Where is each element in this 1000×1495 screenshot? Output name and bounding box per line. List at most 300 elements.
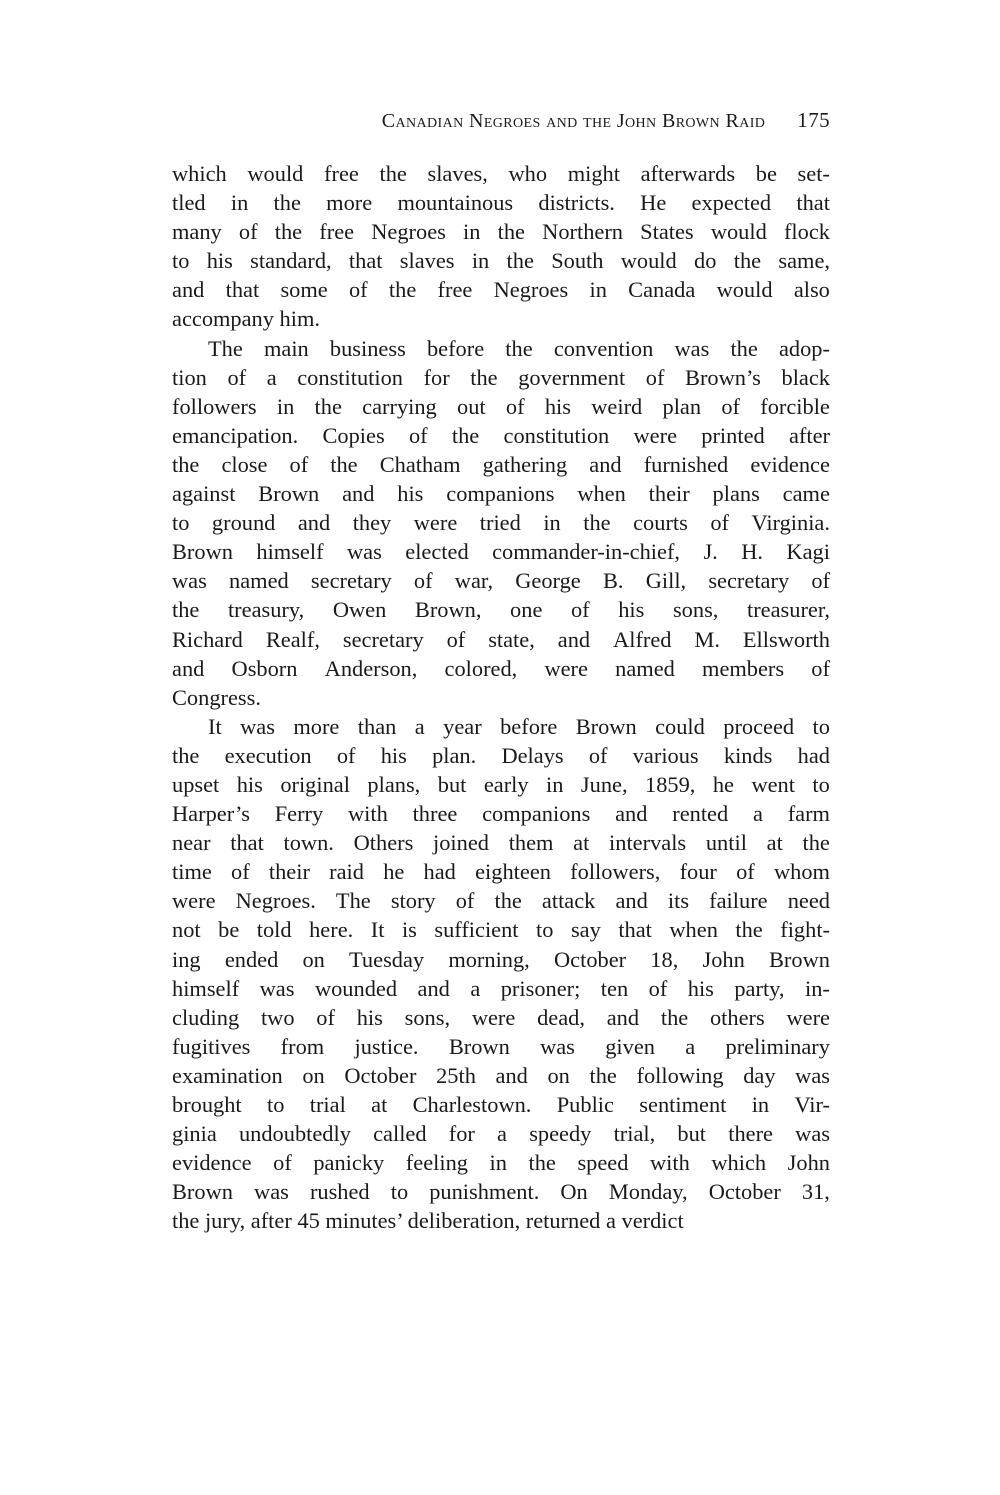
word: of (570, 597, 590, 623)
text-line (172, 1032, 830, 1061)
word: day (743, 1062, 776, 1088)
text-line (172, 450, 830, 479)
word: and (615, 801, 648, 827)
word: with (347, 801, 388, 827)
word: had (797, 742, 830, 768)
word: Monday, (608, 1179, 688, 1205)
word: Brown (258, 481, 320, 507)
text-line: Congress. (172, 684, 261, 710)
word: of (348, 277, 368, 303)
word: time (172, 859, 212, 885)
word: and (417, 975, 450, 1001)
word: gathering (482, 451, 568, 477)
word: had (423, 859, 456, 885)
word: the (735, 917, 763, 943)
word: for (423, 364, 450, 390)
word: his (397, 481, 424, 507)
word: many (172, 219, 222, 245)
word: a (266, 364, 277, 390)
word: on (302, 946, 325, 972)
word: that (230, 830, 264, 856)
word: companions (482, 801, 591, 827)
word: ing (172, 946, 201, 972)
word: undoubtedly (238, 1121, 351, 1147)
word: Brown (575, 713, 637, 739)
word: the (388, 277, 417, 303)
word: is (401, 917, 417, 943)
word: evidence (172, 1150, 252, 1176)
word: more (326, 190, 373, 216)
word: of (273, 1150, 292, 1176)
word: 1859, (645, 771, 696, 797)
paragraph (172, 159, 830, 334)
word: slaves (399, 248, 455, 274)
word: Harper’s (172, 801, 250, 827)
word: party, (734, 975, 785, 1001)
word: a (752, 801, 763, 827)
word: to (812, 713, 830, 739)
word: colored, (444, 655, 518, 681)
text-line (172, 1148, 830, 1177)
word: J. (703, 539, 718, 565)
word: came (782, 481, 830, 507)
word: on (547, 1062, 570, 1088)
word: the (497, 219, 525, 245)
word: near (172, 830, 211, 856)
word: speedy (529, 1121, 592, 1147)
word: members (702, 655, 785, 681)
word: free (437, 277, 473, 303)
word: a (685, 1033, 696, 1059)
word: the (379, 161, 407, 186)
text-line (172, 712, 830, 741)
word: to (172, 248, 190, 274)
word: cluding (172, 1004, 240, 1030)
word: H. (741, 539, 763, 565)
word: sufficient (434, 917, 519, 943)
word: black (781, 364, 830, 390)
word: B. (602, 568, 624, 594)
word: and (606, 1004, 640, 1030)
word: he (383, 859, 405, 885)
word: execution (224, 742, 312, 768)
word: before (426, 335, 485, 361)
word: named (229, 568, 289, 594)
word: original (280, 771, 350, 797)
word: at (573, 830, 590, 856)
text-line: accompany him. (172, 306, 320, 332)
text-line (172, 1177, 830, 1206)
word: in (751, 1092, 770, 1117)
text-line (172, 770, 830, 799)
word: the (274, 219, 303, 245)
word: was (540, 1033, 575, 1059)
word: joined (433, 830, 489, 856)
word: at (371, 1092, 388, 1117)
word: than (357, 713, 397, 739)
word: in- (804, 975, 830, 1001)
word: ground (211, 510, 276, 536)
word: his (687, 975, 714, 1001)
word: States (640, 219, 694, 245)
word: 31, (801, 1179, 830, 1205)
word: Kagi (786, 539, 830, 565)
text-line (172, 537, 830, 566)
word: Owen (332, 597, 387, 623)
word: named (615, 655, 675, 681)
word: Charlestown. (412, 1092, 532, 1117)
word: constitution (503, 422, 610, 448)
text-line (172, 508, 830, 537)
text-line (172, 654, 830, 683)
word: their (268, 859, 310, 885)
word: the (528, 1150, 556, 1176)
word: Copies (322, 422, 385, 448)
word: were (471, 1004, 516, 1030)
word: in (463, 219, 481, 245)
word: brought (172, 1092, 242, 1117)
word: against (172, 481, 236, 507)
word: justice. (354, 1033, 419, 1059)
word: its (667, 888, 690, 914)
word: be (755, 161, 777, 186)
word: that (348, 248, 383, 274)
text-line (172, 334, 830, 363)
word: close (221, 451, 268, 477)
word: Anderson, (324, 655, 418, 681)
word: until (705, 830, 747, 856)
word: when (577, 481, 626, 507)
word: of (238, 219, 258, 245)
word: in (543, 510, 561, 536)
word: The (208, 335, 243, 361)
word: 18, (650, 946, 679, 972)
word: expected (691, 190, 772, 216)
word: forcible (760, 393, 830, 419)
body-text (172, 159, 830, 1235)
word: ended (224, 946, 279, 972)
text-line (172, 945, 830, 974)
word: failure (709, 888, 768, 914)
text-line (172, 886, 830, 915)
word: need (787, 888, 830, 914)
text-line (172, 1061, 830, 1090)
word: feeling (405, 1150, 468, 1176)
word: Realf, (265, 626, 320, 652)
text-line (172, 828, 830, 857)
word: and (589, 451, 622, 477)
word: also (793, 277, 830, 303)
word: that (618, 917, 652, 943)
word: Public (556, 1092, 614, 1117)
word: South (551, 248, 604, 274)
word: furnished (643, 451, 729, 477)
word: two (260, 1004, 295, 1030)
word: they (352, 510, 392, 536)
word: and (615, 888, 648, 914)
word: districts. (538, 190, 615, 216)
word: Ellsworth (742, 626, 830, 652)
word: went (751, 771, 795, 797)
word: was (254, 1179, 289, 1205)
word: October (344, 1062, 417, 1088)
word: morning, (448, 946, 530, 972)
word: of (413, 568, 433, 594)
word: M. (694, 626, 720, 652)
word: emancipation. (172, 422, 299, 448)
word: the (172, 742, 200, 768)
word: four (679, 859, 717, 885)
word: John (787, 1150, 830, 1176)
word: the (730, 335, 758, 361)
word: was (795, 1062, 830, 1088)
word: the (589, 1062, 617, 1088)
word: the (273, 190, 301, 216)
word: war, (454, 568, 494, 594)
word: three (412, 801, 458, 827)
word: It (208, 713, 222, 739)
word: of (455, 888, 475, 914)
word: more (293, 713, 340, 739)
text-line: the jury, after 45 minutes’ deliberation, returned a verdict (172, 1208, 684, 1234)
paragraph (172, 334, 830, 712)
word: his (356, 1004, 383, 1030)
word: standard, (250, 248, 332, 274)
word: the (733, 248, 762, 274)
word: in (546, 771, 564, 797)
word: set- (797, 161, 830, 186)
word: Negroes. (235, 888, 316, 914)
text-line (172, 566, 830, 595)
word: on (302, 1062, 325, 1088)
word: secretary (342, 626, 424, 652)
word: Brown (768, 946, 830, 972)
word: to (812, 771, 830, 797)
word: sentiment (639, 1092, 727, 1117)
word: Brown’s (685, 364, 761, 390)
word: plans, (367, 771, 421, 797)
word: a (414, 713, 425, 739)
word: was (347, 539, 382, 565)
word: his (618, 597, 645, 623)
page-number: 175 (797, 108, 830, 132)
word: to (390, 1179, 409, 1205)
word: his (380, 742, 407, 768)
word: his (206, 248, 233, 274)
text-line (172, 1119, 830, 1148)
word: plans (712, 481, 760, 507)
word: John (702, 946, 745, 972)
word: fight- (780, 917, 830, 943)
word: himself (256, 539, 324, 565)
word: in (589, 277, 607, 303)
word: examination (172, 1062, 283, 1088)
word: after (788, 422, 830, 448)
word: rented (672, 801, 729, 827)
word: and (172, 655, 205, 681)
word: the (314, 393, 342, 419)
word: at (766, 830, 783, 856)
word: trial (309, 1092, 346, 1117)
word: the (506, 248, 534, 274)
word: weird (591, 393, 643, 419)
word: but (437, 771, 467, 797)
word: a (497, 1121, 507, 1147)
word: for (448, 1121, 475, 1147)
text-line (172, 246, 830, 275)
word: Tuesday (349, 946, 425, 972)
word: some (280, 277, 328, 303)
word: story (390, 888, 436, 914)
word: the (172, 451, 200, 477)
word: would (716, 277, 773, 303)
word: Chatham (379, 451, 461, 477)
word: in (471, 248, 490, 274)
word: Ferry (274, 801, 324, 827)
word: companions (446, 481, 555, 507)
word: sons, (404, 1004, 451, 1030)
word: the (330, 451, 358, 477)
text-line (172, 857, 830, 886)
word: various (632, 742, 699, 768)
word: be (218, 917, 240, 943)
word: the (802, 830, 830, 856)
word: George (515, 568, 581, 594)
word: them (508, 830, 554, 856)
word: free (324, 161, 359, 186)
text-line (172, 188, 830, 217)
word: October (708, 1179, 781, 1205)
word: here. (309, 917, 354, 943)
word: do (694, 248, 717, 274)
word: Brown (172, 1179, 233, 1205)
word: and (342, 481, 375, 507)
word: Osborn (231, 655, 298, 681)
word: mountainous (397, 190, 514, 216)
text-line (172, 625, 830, 654)
word: Gill, (645, 568, 687, 594)
word: October (553, 946, 627, 972)
word: the (660, 1004, 689, 1030)
word: but (677, 1121, 707, 1147)
word: the (505, 335, 533, 361)
running-head (172, 108, 830, 148)
word: kinds (723, 742, 773, 768)
word: and (557, 626, 591, 652)
word: which (711, 1150, 767, 1176)
word: of (811, 568, 830, 594)
word: and (297, 510, 331, 536)
word: treasury, (227, 597, 305, 623)
word: convention (553, 335, 654, 361)
word: were (633, 422, 678, 448)
word: flock (783, 219, 830, 245)
word: Richard (172, 626, 243, 652)
word: He (640, 190, 667, 216)
word: the (172, 597, 200, 623)
word: 25th (436, 1062, 476, 1088)
word: ten (600, 975, 629, 1001)
word: constitution (297, 364, 403, 390)
word: and (495, 1062, 528, 1088)
word: plan. (432, 742, 477, 768)
word: slaves, (427, 161, 488, 186)
word: of (289, 451, 309, 477)
word: tried (479, 510, 521, 536)
text-line (172, 421, 830, 450)
word: given (605, 1033, 655, 1059)
word: of (408, 422, 428, 448)
text-line (172, 392, 830, 421)
word: Vir- (794, 1092, 830, 1117)
word: June, (580, 771, 628, 797)
text-line (172, 275, 830, 304)
text-line (172, 974, 830, 1003)
word: speed (577, 1150, 629, 1176)
word: might (567, 161, 620, 186)
word: of (588, 742, 608, 768)
text-line (172, 363, 830, 392)
word: main (263, 335, 309, 361)
word: tion (172, 364, 207, 390)
word: of (710, 510, 729, 536)
word: of (645, 364, 665, 390)
word: with (649, 1150, 690, 1176)
word: carrying (362, 393, 437, 419)
word: of (446, 626, 466, 652)
word: followers (172, 393, 257, 419)
word: sons, (672, 597, 719, 623)
word: of (231, 859, 250, 885)
word: were (786, 1004, 830, 1030)
word: plan (662, 393, 702, 419)
word: rushed (309, 1179, 370, 1205)
word: Negroes (493, 277, 569, 303)
word: farm (787, 801, 830, 827)
word: before (500, 713, 558, 739)
word: others (709, 1004, 765, 1030)
word: was (240, 713, 275, 739)
word: who (508, 161, 548, 186)
text-line (172, 1003, 830, 1032)
word: On (560, 1179, 588, 1205)
text-line (172, 799, 830, 828)
word: Delays (501, 742, 564, 768)
text-line (172, 915, 830, 944)
word: were (544, 655, 588, 681)
word: in (489, 1150, 507, 1176)
word: not (172, 917, 201, 943)
paragraph (172, 712, 830, 1236)
text-line (172, 1090, 830, 1119)
word: year (443, 713, 482, 739)
word: Brown (172, 539, 233, 565)
text-line (172, 159, 830, 188)
word: of (721, 393, 740, 419)
word: told (256, 917, 292, 943)
word: proceed (723, 713, 795, 739)
word: Brown, (414, 597, 482, 623)
word: eighteen (475, 859, 551, 885)
word: printed (701, 422, 765, 448)
word: Brown (448, 1033, 510, 1059)
word: fugitives (172, 1033, 251, 1059)
word: ginia (172, 1121, 217, 1147)
word: Others (353, 830, 414, 856)
word: were (172, 888, 216, 914)
word: of (648, 975, 668, 1001)
word: in (276, 393, 295, 419)
